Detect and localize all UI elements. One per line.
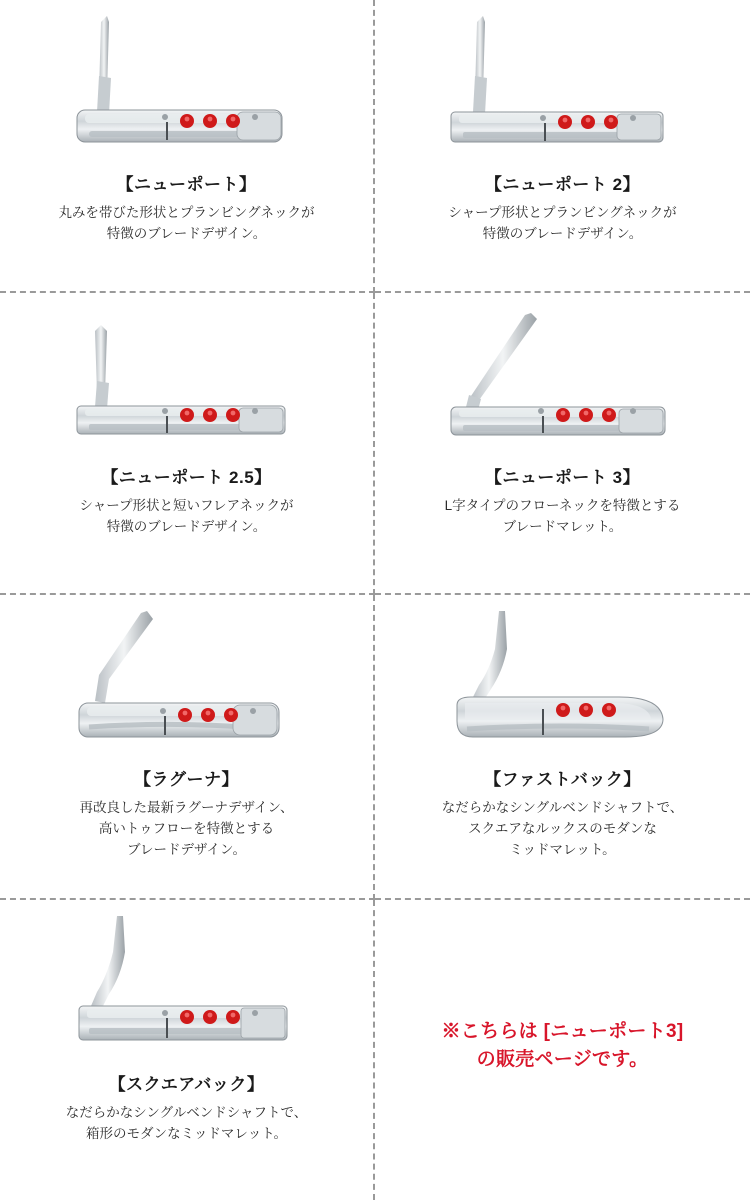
desc-line: ブレードマレット。 bbox=[502, 518, 623, 534]
desc-line: スクエアなルックスのモダンな bbox=[468, 820, 657, 836]
desc-line: 高いトゥフローを特徴とする bbox=[98, 820, 275, 836]
desc-line: シャープ形状とプランビングネックが bbox=[448, 205, 677, 220]
desc-line: 再改良した最新ラグーナデザイン、 bbox=[79, 800, 294, 815]
note-line: ※こちらは [ニューポート3] bbox=[441, 1020, 684, 1042]
desc-line: L字タイプのフローネックを特徴とする bbox=[444, 498, 681, 513]
putter-title: 【ファストバック】 bbox=[484, 770, 641, 789]
desc-line: 箱形のモダンなミッドマレット。 bbox=[85, 1125, 287, 1141]
putter-card-newport bbox=[0, 0, 375, 293]
putter-description bbox=[442, 798, 683, 861]
putter-card-newport-2 bbox=[375, 0, 750, 293]
putter-laguna-image bbox=[18, 609, 355, 759]
desc-line: 特徴のブレードデザイン。 bbox=[482, 225, 643, 241]
desc-line: ミッドマレット。 bbox=[509, 841, 616, 857]
putter-description bbox=[80, 798, 294, 861]
putter-card-newport-2-5 bbox=[0, 293, 375, 595]
note-text bbox=[441, 1018, 683, 1075]
desc-line: 特徴のブレードデザイン。 bbox=[106, 225, 267, 241]
putter-squareback-image bbox=[18, 914, 355, 1064]
desc-line: 特徴のブレードデザイン。 bbox=[106, 518, 267, 534]
putter-title: 【スクエアバック】 bbox=[108, 1075, 265, 1094]
putter-description bbox=[448, 203, 676, 245]
putter-description bbox=[58, 203, 314, 245]
putter-card-squareback bbox=[0, 900, 375, 1200]
putter-card-fastback bbox=[375, 595, 750, 900]
desc-line: なだらかなシングルベンドシャフトで、 bbox=[441, 800, 684, 815]
putter-newport-2-image bbox=[393, 14, 732, 164]
putter-title: 【ニューポート 3】 bbox=[484, 468, 641, 487]
desc-line: ブレードデザイン。 bbox=[127, 841, 246, 857]
putter-title: 【ニューポート】 bbox=[116, 175, 257, 194]
putter-title: 【ニューポート 2.5】 bbox=[101, 468, 272, 487]
putter-description bbox=[66, 1103, 307, 1145]
putter-title: 【ニューポート 2】 bbox=[484, 175, 641, 194]
putter-card-laguna bbox=[0, 595, 375, 900]
putter-card-newport-3 bbox=[375, 293, 750, 595]
putter-title: 【ラグーナ】 bbox=[134, 770, 239, 789]
putter-newport-2-5-image bbox=[18, 307, 355, 457]
desc-line: 丸みを帯びた形状とプランビングネックが bbox=[58, 205, 315, 220]
putter-fastback-image bbox=[393, 609, 732, 759]
putter-newport-3-image bbox=[393, 307, 732, 457]
putter-description bbox=[80, 496, 294, 538]
desc-line: シャープ形状と短いフレアネックが bbox=[79, 498, 294, 513]
sales-page-note bbox=[375, 900, 750, 1200]
desc-line: なだらかなシングルベンドシャフトで、 bbox=[65, 1105, 308, 1120]
note-line: の販売ページです。 bbox=[476, 1049, 649, 1070]
putter-newport-image bbox=[18, 14, 355, 164]
putter-description bbox=[445, 496, 681, 538]
